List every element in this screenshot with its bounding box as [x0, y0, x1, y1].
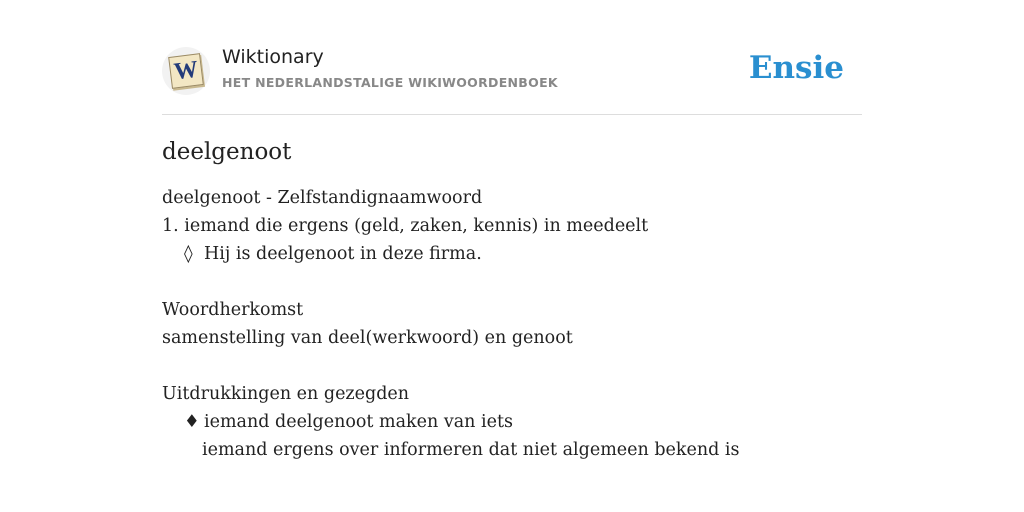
expression-line: [162, 408, 862, 436]
expression-bullet-icon: ♦: [184, 412, 200, 432]
spacer: [162, 352, 862, 380]
example-text: Hij is deelgenoot in deze firma.: [204, 244, 482, 264]
site-name[interactable]: Wiktionary: [222, 46, 324, 68]
expression-text: iemand deelgenoot maken van iets: [204, 412, 513, 432]
expression-meaning: iemand ergens over informeren dat niet algemeen bekend is: [202, 440, 740, 460]
wiktionary-logo-icon[interactable]: [162, 47, 210, 95]
etymology-heading: Woordherkomst: [162, 300, 304, 320]
definition-header: deelgenoot - Zelfstandignaamwoord: [162, 188, 483, 208]
example-line: [162, 240, 862, 268]
spacer: [162, 268, 862, 296]
page-title: deelgenoot: [162, 139, 292, 165]
site-header: [162, 44, 862, 115]
entry-content: [162, 134, 862, 464]
expressions-heading: Uitdrukkingen en gezegden: [162, 384, 410, 404]
site-subtitle: HET NEDERLANDSTALIGE WIKIWOORDENBOEK: [222, 75, 558, 90]
etymology-text: samenstelling van deel(werkwoord) en genoot: [162, 328, 573, 348]
ensie-brand-link[interactable]: Ensie: [748, 50, 844, 86]
logo-tile: [168, 53, 204, 89]
definition-text: 1. iemand die ergens (geld, zaken, kennis) in meedeelt: [162, 216, 649, 236]
example-bullet-icon: ◊: [184, 244, 193, 264]
logo-letter: W: [172, 56, 200, 86]
